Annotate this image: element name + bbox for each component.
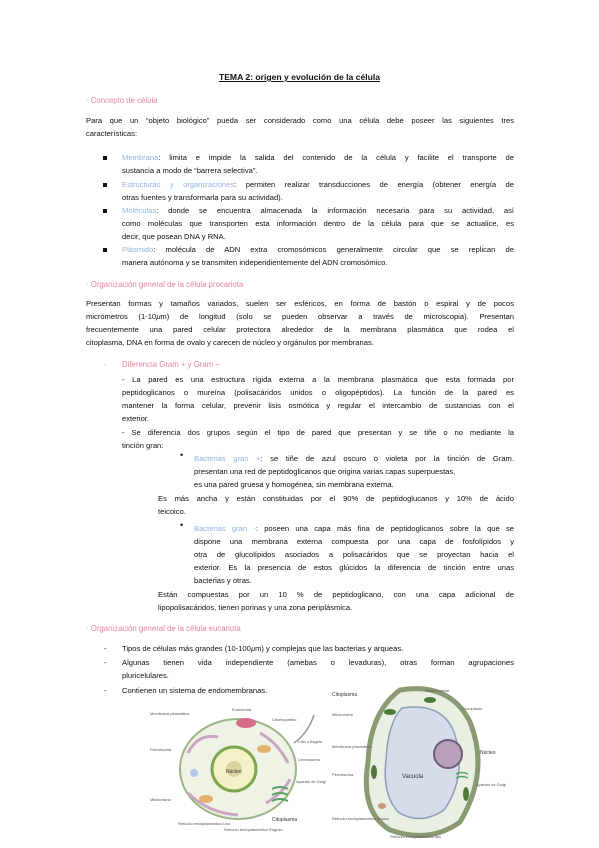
item-text: dispone una membrana externa compuesta por una capa de fosfolípidos y — [194, 537, 514, 546]
list-item-moleculas — [122, 204, 514, 243]
label-cloroplasto: Cloroplasto — [462, 706, 483, 711]
label-vacuola: Vacuola — [402, 774, 424, 780]
prokaryote-paragraph — [86, 297, 514, 349]
paragraph-line: frecuentemente una pared celular protectora alrededor de la membrana plasmática que rodea el — [86, 325, 514, 334]
chloroplast-shape — [424, 697, 436, 703]
paragraph-line: exterior. — [122, 414, 150, 423]
label-nucleo: Núcleo — [480, 750, 496, 756]
paragraph-line: - La pared es una estructura rígida externa a la membrana plasmática que esta formada por — [122, 375, 514, 384]
square-bullet-icon — [103, 209, 107, 213]
paragraph-line: Presentan formas y tamaños variados, suelen ser esféricos, en forma de bastón o espiral y de pocos — [86, 299, 514, 308]
gram-heading: Diferencia Gram + y Gram – — [122, 360, 220, 369]
item-text: Algunas tienen vida independiente (amebas o levaduras), otras forman agrupaciones — [122, 658, 514, 667]
round-bullet-icon: • — [180, 520, 184, 530]
gram-diff-paragraph — [122, 426, 514, 452]
dash-bullet: - — [104, 644, 107, 653]
item-text: como moléculas que transporten esta información dentro de la célula para que se actualice, es — [122, 219, 514, 228]
item-text: : donde se encuentra almacenada la información necesaria para su actividad, así — [156, 206, 514, 215]
item-text: otra de glucolípidos asociados a polisacáridos que se proyectan hacia el — [194, 550, 514, 559]
paragraph-line: Es más ancha y están constituidas por el 90% de peptidoglucanos y 10% de ácido — [158, 494, 514, 503]
dash-bullet: - — [104, 686, 107, 695]
gram-wall-paragraph — [122, 373, 514, 425]
animal-cell-diagram — [148, 703, 328, 833]
intro-paragraph — [86, 114, 514, 140]
item-text: : poseen una capa más fina de peptidoglicanos sobre la que se — [255, 524, 514, 533]
section-heading-cell-concept: · Concepto de célula — [86, 96, 158, 105]
label-centrosoma: Centrosoma — [298, 757, 320, 762]
nucleus-shape — [434, 740, 462, 768]
label-mitocondria: Mitocondria — [150, 797, 171, 802]
peroxisome-shape — [190, 769, 198, 777]
paragraph-line: citoplasma, DNA en forma de ovalo y carecen de núcleo y orgánulos por membranas. — [86, 338, 374, 347]
item-text: es una pared gruesa y homogénea, sin membrana externa. — [194, 480, 394, 489]
term-membrana: Membrana — [122, 153, 159, 162]
label-ret-liso: Retículo endoplasmático Liso — [178, 821, 231, 826]
term-estructuras: Estructuras y organizaciones — [122, 180, 235, 189]
label-golgi: Aparato de Golgi — [476, 782, 507, 787]
item-text: sustancia a modo de “barrera selectiva”. — [122, 166, 258, 175]
paragraph-line: lipopolisacáridos, tienen porinas y una zona periplásmica. — [158, 603, 353, 612]
item-text: exterior. Es la presencia de estos glúcidos la diferencia de tinción entre unas — [194, 563, 514, 572]
plant-cell-diagram — [330, 682, 508, 842]
item-text: : limita e impide la salida del contenido de la célula y facilite el transporte de — [158, 153, 514, 162]
gram-positive-item — [194, 452, 514, 491]
list-item-membrana — [122, 151, 514, 177]
intro-line: Para que un “objeto biológico” pueda ser considerado como una célula debe poseer las siguientes tres — [86, 116, 514, 125]
item-text: manera autónoma y se transmiten independientemente del ADN cromosómico. — [122, 258, 388, 267]
term-gram-negative: Bacterias gran - — [194, 524, 256, 533]
label-endosoma: Endosoma — [232, 707, 252, 712]
item-text: : permiten realizar transducciones de energía (obtener energía de — [234, 180, 515, 189]
gram-positive-extra — [158, 492, 514, 518]
label-ret-rugoso: Retículo endoplasmático Rugoso — [224, 827, 283, 832]
square-bullet-icon — [103, 156, 107, 160]
term-gram-positive: Bacterias gran + — [194, 454, 261, 463]
chloroplast-shape — [384, 709, 396, 715]
item-text: pluricelulares. — [122, 671, 169, 680]
term-moleculas: Moléculas — [122, 206, 157, 215]
paragraph-line: tinción gran: — [122, 441, 164, 450]
endosome-shape — [236, 718, 256, 728]
square-bullet-icon — [103, 248, 107, 252]
label-ret-rugoso: Retículo endoplasmático rugoso — [332, 816, 390, 821]
paragraph-line: mantener la forma celular, prevenir lisis osmótica y regular el intercambio de sustancias con el — [122, 401, 514, 410]
item-text: bacterias y otras. — [194, 576, 252, 585]
round-bullet-icon: • — [180, 450, 184, 460]
label-cilio: Cilio o flagelo — [298, 739, 323, 744]
mitochondria-shape — [257, 745, 271, 753]
item-text: Tipos de células más grandes (10-100𝜇m) y complejas que las bacterias y arqueas. — [122, 644, 404, 653]
label-membrana: Membrana plasmática — [150, 711, 190, 716]
label-citoplasma: Citoplasma — [332, 692, 358, 698]
eukaryote-item — [122, 642, 514, 655]
item-text: : molécula de ADN extra cromosómicos generalmente circular que se replican de — [153, 245, 514, 254]
label-nucleo: Núcleo — [226, 769, 242, 775]
paragraph-line: Están compuestas por un 10 % de peptidoglicano, con una capa adicional de — [158, 590, 514, 599]
label-citoplasma: Citoplasma — [272, 817, 298, 823]
label-citoesqueleto: Citoesqueleto — [272, 717, 297, 722]
dash-bullet: - — [104, 360, 107, 369]
eukaryote-item — [122, 656, 514, 682]
item-text: Contienen un sistema de endomembranas. — [122, 686, 268, 695]
label-membrana: Membrana plasmática — [332, 744, 372, 749]
gram-negative-item — [194, 522, 514, 587]
list-item-estructuras — [122, 178, 514, 204]
gram-negative-extra — [158, 588, 514, 614]
term-plasmido: Plásmido — [122, 245, 154, 254]
mitochondria-shape — [378, 803, 386, 809]
dash-bullet: - — [104, 658, 107, 667]
paragraph-line: peptidoglicanos o mureína (polisacáridos unidos o oligopéptidos). La función de la pared es — [122, 388, 514, 397]
paragraph-line: - Se diferencia dos grupos según el tipo de pared que presentan y se tiñe o no mediante la — [122, 428, 514, 437]
square-bullet-icon — [103, 183, 107, 187]
mitochondria-shape — [199, 795, 213, 803]
intro-line: características: — [86, 129, 138, 138]
chloroplast-shape — [371, 765, 377, 779]
section-heading-prokaryote: · Organización general de la célula procariota — [86, 280, 244, 289]
section-heading-eukaryote: · Organización general de la célula eucariota — [86, 624, 241, 633]
label-golgi: Aparato de Golgi — [296, 779, 327, 784]
label-ret-liso: Retículo endoplasmático liso — [390, 834, 441, 839]
chloroplast-shape — [463, 787, 469, 801]
item-text: : se tiñe de azul oscuro o violeta por la tinción de Gram. — [260, 454, 514, 463]
paragraph-line: micrómetros (1-10𝜇m) de longitud (solo se pueden observar a través de microscopia). Presentan — [86, 312, 514, 321]
list-item-plasmido — [122, 243, 514, 269]
label-mitocondria: Mitocondria — [332, 712, 353, 717]
label-peroxisoma: Peroxisoma — [150, 747, 172, 752]
label-peroxisoma: Peroxisoma — [332, 772, 354, 777]
page-title: TEMA 2: origen y evolución de la célula — [218, 72, 381, 82]
item-text: decir, que posean DNA y RNA. — [122, 232, 226, 241]
paragraph-line: teicoico. — [158, 507, 186, 516]
item-text: presentan una red de peptidoglicanos que origina varias capas superpuestas, — [194, 467, 456, 476]
item-text: otras fuentes y transformarla para su actividad). — [122, 193, 283, 202]
label-pared: Pared celular — [426, 688, 450, 693]
